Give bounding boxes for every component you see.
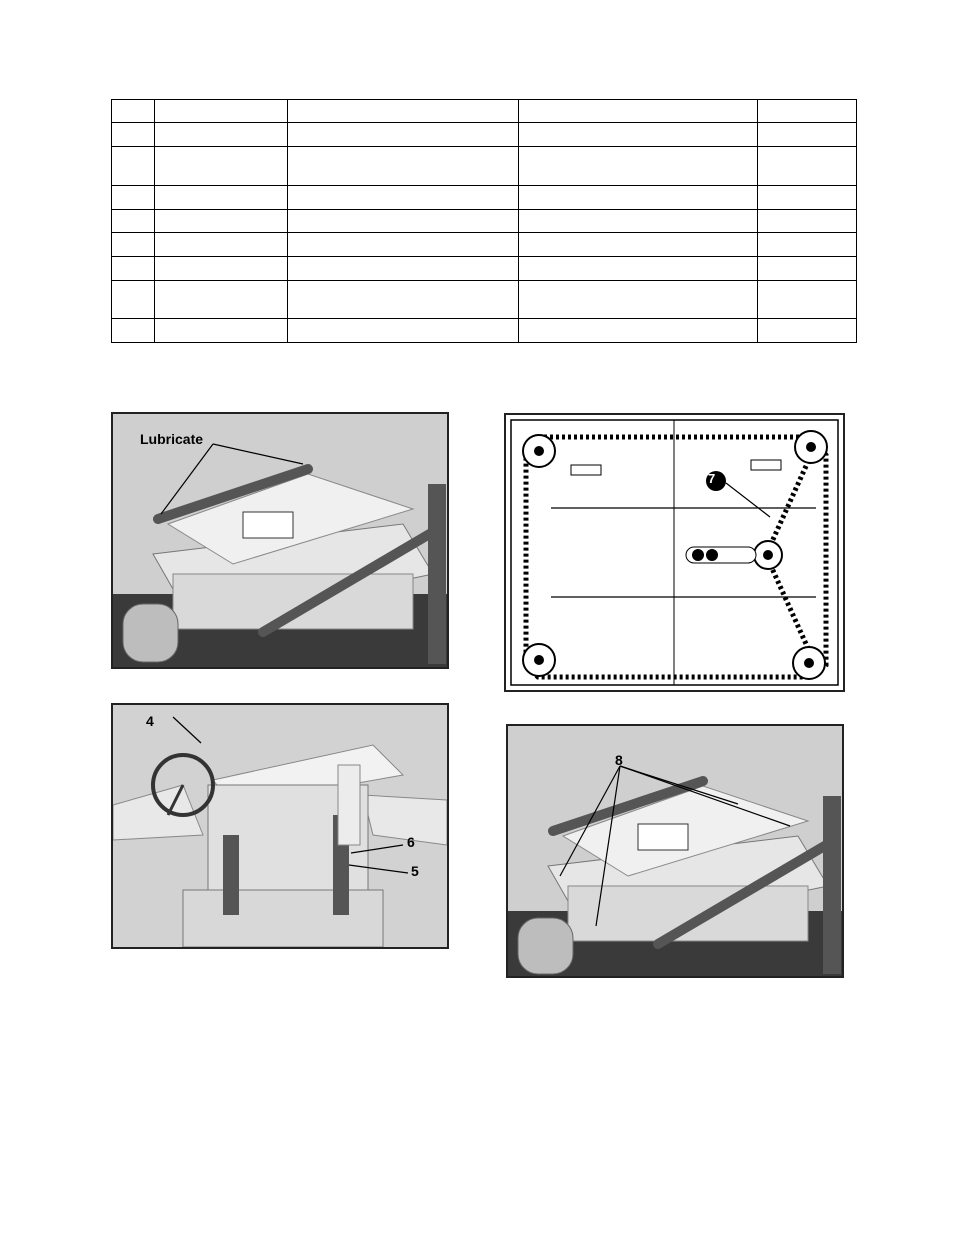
table-cell — [155, 147, 288, 186]
table-cell — [155, 233, 288, 257]
table-row — [112, 281, 857, 319]
callout-7: 7 — [708, 471, 716, 486]
table-cell — [288, 100, 519, 123]
table-row — [112, 257, 857, 281]
table-row — [112, 100, 857, 123]
table-cell — [519, 233, 758, 257]
table-cell — [112, 257, 155, 281]
table-cell — [288, 186, 519, 210]
figure-planer-top-points — [506, 724, 844, 978]
callout-4: 4 — [146, 713, 154, 729]
table-row — [112, 210, 857, 233]
table-cell — [758, 210, 857, 233]
table-cell — [155, 123, 288, 147]
table-cell — [112, 100, 155, 123]
table-cell — [288, 281, 519, 319]
table-cell — [758, 100, 857, 123]
table-cell — [758, 147, 857, 186]
table-cell — [288, 123, 519, 147]
table-cell — [112, 210, 155, 233]
table-cell — [758, 257, 857, 281]
table-cell — [155, 186, 288, 210]
table-cell — [112, 147, 155, 186]
table-cell — [758, 233, 857, 257]
figure-chain-diagram — [504, 413, 845, 692]
table-cell — [758, 281, 857, 319]
table-cell — [155, 281, 288, 319]
table-row — [112, 123, 857, 147]
callout-5: 5 — [411, 863, 419, 879]
table-cell — [155, 319, 288, 343]
table-cell — [519, 123, 758, 147]
table-cell — [112, 319, 155, 343]
table-cell — [288, 233, 519, 257]
table-cell — [112, 186, 155, 210]
table-cell — [519, 186, 758, 210]
figure-planer-top-lubricate — [111, 412, 449, 669]
table-row — [112, 319, 857, 343]
table-cell — [519, 210, 758, 233]
table-cell — [112, 123, 155, 147]
table-cell — [758, 123, 857, 147]
table-cell — [112, 281, 155, 319]
table-cell — [112, 233, 155, 257]
table-cell — [519, 257, 758, 281]
maintenance-table — [111, 99, 857, 343]
table-cell — [519, 147, 758, 186]
table-cell — [288, 319, 519, 343]
table-row — [112, 147, 857, 186]
table-cell — [519, 281, 758, 319]
figure-handwheel-columns — [111, 703, 449, 949]
callout-6: 6 — [407, 834, 415, 850]
table-cell — [758, 186, 857, 210]
table-cell — [155, 100, 288, 123]
table-cell — [155, 210, 288, 233]
table-cell — [155, 257, 288, 281]
table-cell — [519, 319, 758, 343]
table-cell — [288, 210, 519, 233]
table-cell — [288, 147, 519, 186]
table-row — [112, 186, 857, 210]
table-cell — [288, 257, 519, 281]
lubricate-callout: Lubricate — [140, 431, 204, 447]
table-row — [112, 233, 857, 257]
table-cell — [758, 319, 857, 343]
callout-8: 8 — [615, 752, 623, 768]
table-cell — [519, 100, 758, 123]
